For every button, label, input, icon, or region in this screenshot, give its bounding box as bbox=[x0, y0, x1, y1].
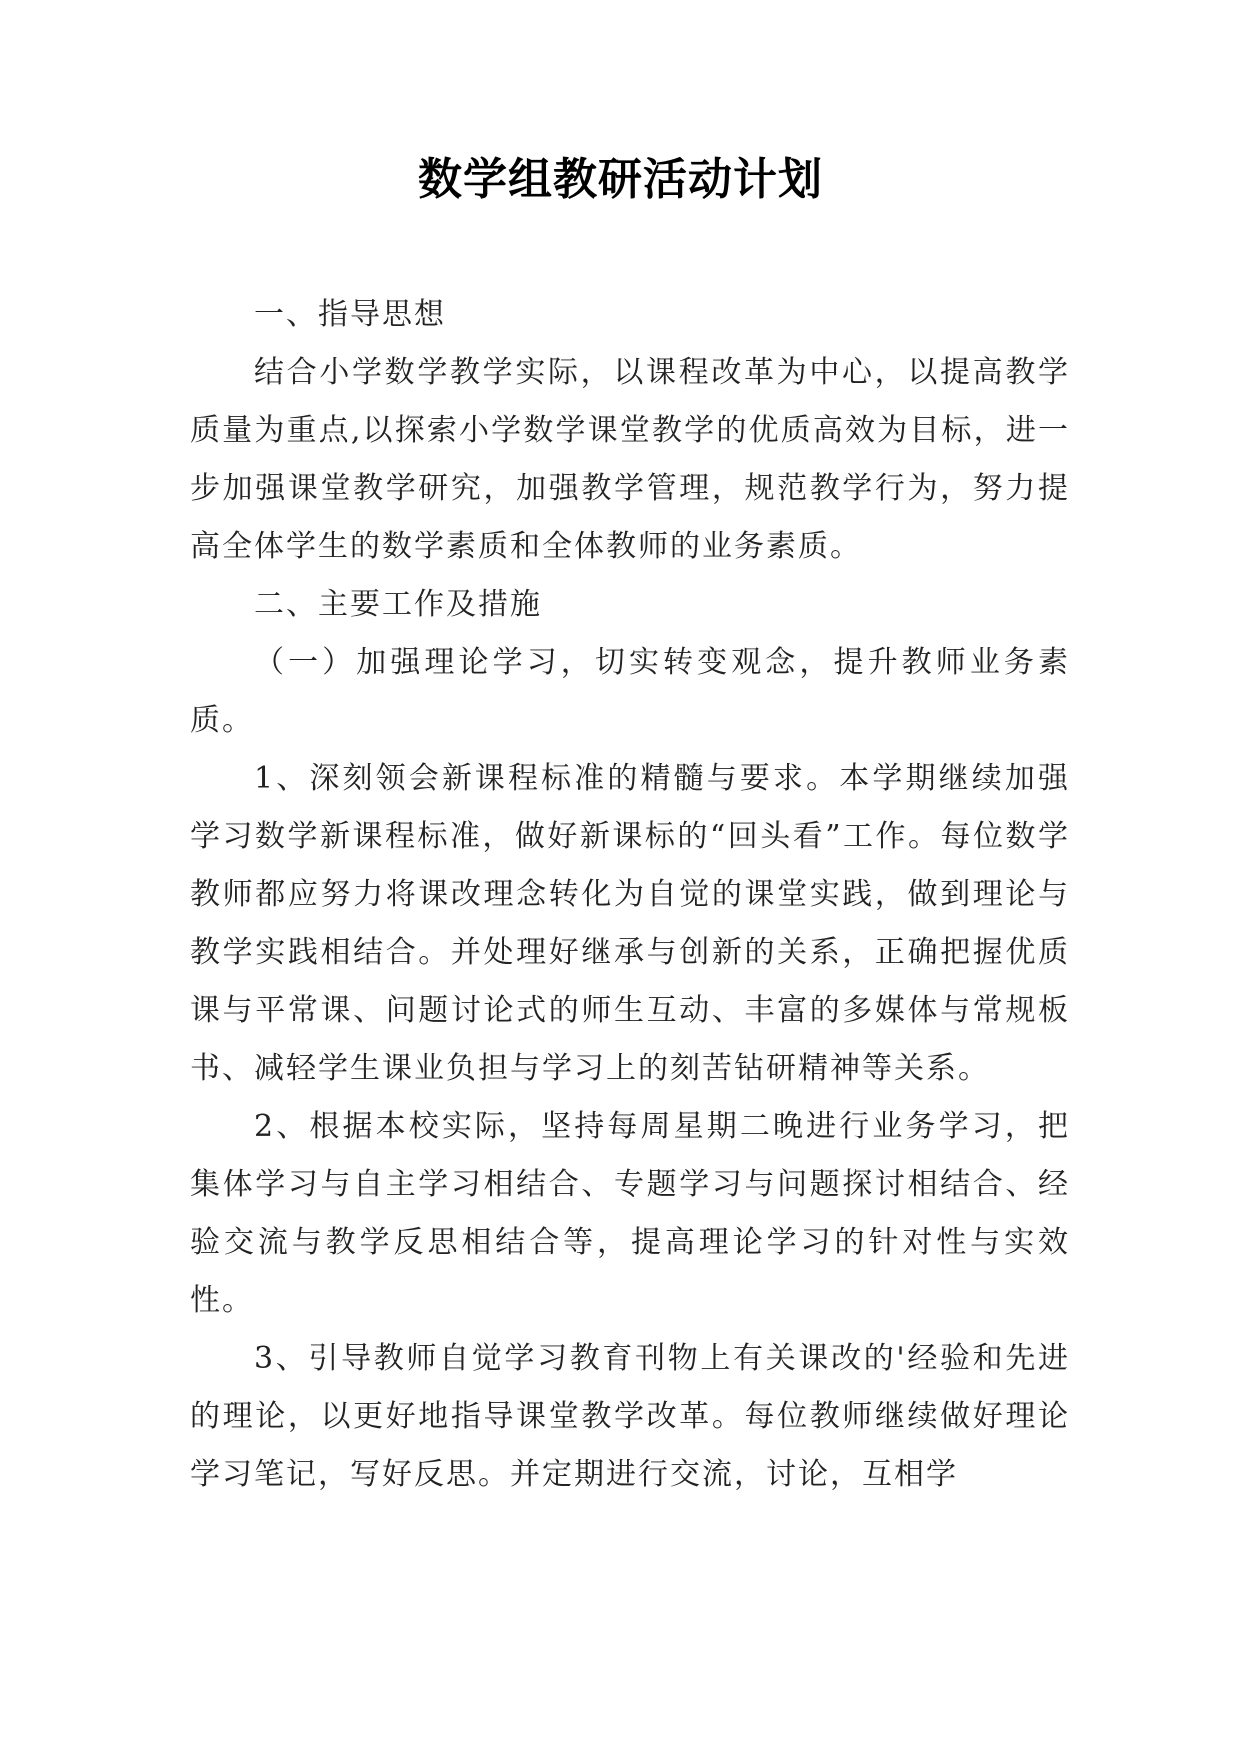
document-title: 数学组教研活动计划 bbox=[418, 154, 823, 205]
section-heading-main-work: 二、主要工作及措施 bbox=[254, 587, 542, 622]
paragraph-item-3: 3、引导教师自觉学习教育刊物上有关课改的'经验和先进的理论，以更好地指导课堂教学改革。每位教师继续做好理论学习笔记，写好反思。并定期进行交流，讨论，互相学 bbox=[190, 1341, 1070, 1492]
paragraph-item-1: 1、深刻领会新课程标准的精髓与要求。本学期继续加强学习数学新课程标准，做好新课标的“回头看”工作。每位数学教师都应努力将课改理念转化为自觉的课堂实践，做到理论与教学实践相结合。并处理好继承与创新的关系，正确把握优质课与平常课、问题讨论式的师生互动、丰富的多媒体与常规板书、减轻学生课业负担与学习上的刻苦钻研精神等关系。 bbox=[190, 761, 1070, 1086]
subsection-heading-theory-study: （一）加强理论学习，切实转变观念，提升教师业务素质。 bbox=[190, 645, 1070, 738]
paragraph-guiding-ideology: 结合小学数学教学实际，以课程改革为中心，以提高教学质量为重点,以探索小学数学课堂教学的优质高效为目标，进一步加强课堂教学研究，加强教学管理，规范教学行为，努力提高全体学生的数学素质和全体教师的业务素质。 bbox=[190, 355, 1070, 564]
document-body bbox=[190, 286, 1070, 1504]
section-heading-guiding-ideology: 一、指导思想 bbox=[254, 297, 446, 332]
paragraph-item-2: 2、根据本校实际，坚持每周星期二晚进行业务学习，把集体学习与自主学习相结合、专题学习与问题探讨相结合、经验交流与教学反思相结合等，提高理论学习的针对性与实效性。 bbox=[190, 1109, 1070, 1318]
